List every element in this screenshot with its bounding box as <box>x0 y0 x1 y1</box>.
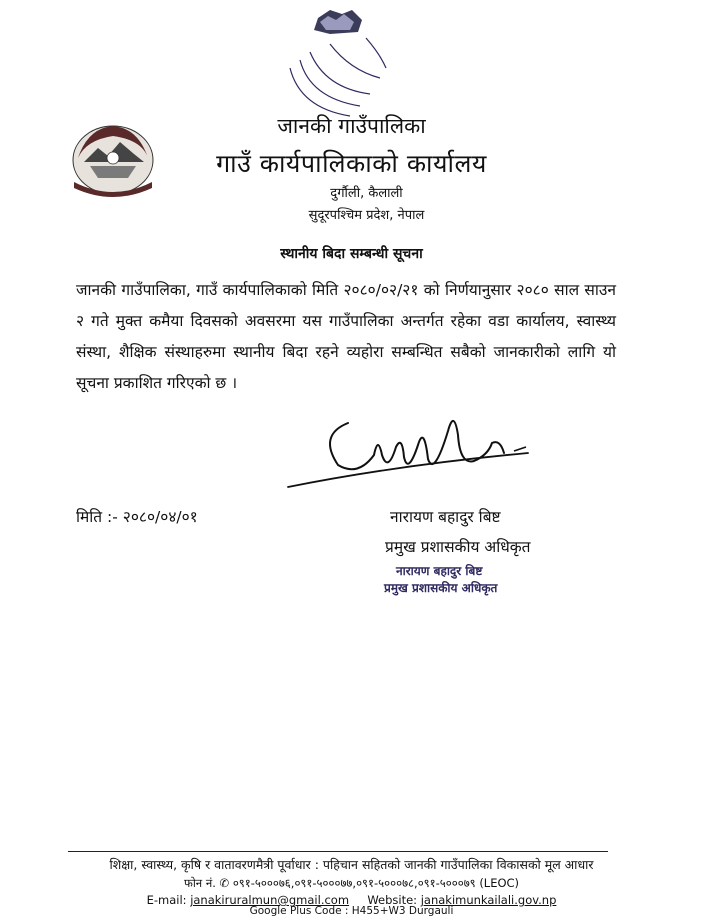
address-line-2: सुदूरपश्चिम प्रदेश, नेपाल <box>308 208 425 223</box>
seal-icon <box>270 8 400 118</box>
email-label: E-mail: <box>146 893 187 907</box>
office-title: गाउँ कार्यपालिकाको कार्यालय <box>216 149 487 178</box>
signatory-role: प्रमुख प्रशासकीय अधिकृत <box>385 538 531 556</box>
stamp-signatory-name: नारायण बहादुर बिष्ट <box>396 564 483 578</box>
stamp-signatory-role: प्रमुख प्रशासकीय अधिकृत <box>384 581 498 595</box>
footer-slogan: शिक्षा, स्वास्थ्य, कृषि र वातावरणमैत्री पूर्वाधार : पहिचान सहितको जानकी गाउँपालिका विकासको मूल आधार <box>109 857 594 872</box>
handwritten-signature <box>278 395 538 505</box>
footer-divider <box>68 851 608 852</box>
email-link[interactable]: janakiruralmun@gmail.com <box>190 893 350 907</box>
address-line-1: दुर्गौली, कैलाली <box>330 186 403 201</box>
footer-phone: फोन नं. ✆ ०९१-५०००७६,०९१-५०००७७,०९१-५०००७८,०९१-५०००७९ (LEOC) <box>183 876 520 890</box>
notice-subject: स्थानीय बिदा सम्बन्धी सूचना <box>280 246 423 262</box>
office-seal-stamp <box>270 8 400 118</box>
notice-body: जानकी गाउँपालिका, गाउँ कार्यपालिकाको मिति २०८०/०२/२१ को निर्णयानुसार २०८० साल साउन २ गते मुक्त कमैया दिवसको अवसरमा यस गाउँपालिका अन्तर्गत रहेका वडा कार्यालय, स्वास्थ्य संस्था, शैक्षिक संस्थाहरुमा स्थानीय बिदा रहने व्यहोरा सम्बन्धित सबैको जानकारीको लागि यो सूचना प्रकाशित गरिएको छ । <box>76 281 616 392</box>
footer-plus-code: Google Plus Code : H455+W3 Durgauli <box>249 905 454 917</box>
signatory-name: नारायण बहादुर बिष्ट <box>390 508 501 526</box>
notice-date: मिति :- २०८०/०४/०१ <box>76 508 198 526</box>
website-link[interactable]: janakimunkailali.gov.np <box>420 893 557 907</box>
signature-icon <box>278 395 538 505</box>
website-label: Website: <box>367 893 418 907</box>
office-name: जानकी गाउँपालिका <box>277 114 426 138</box>
